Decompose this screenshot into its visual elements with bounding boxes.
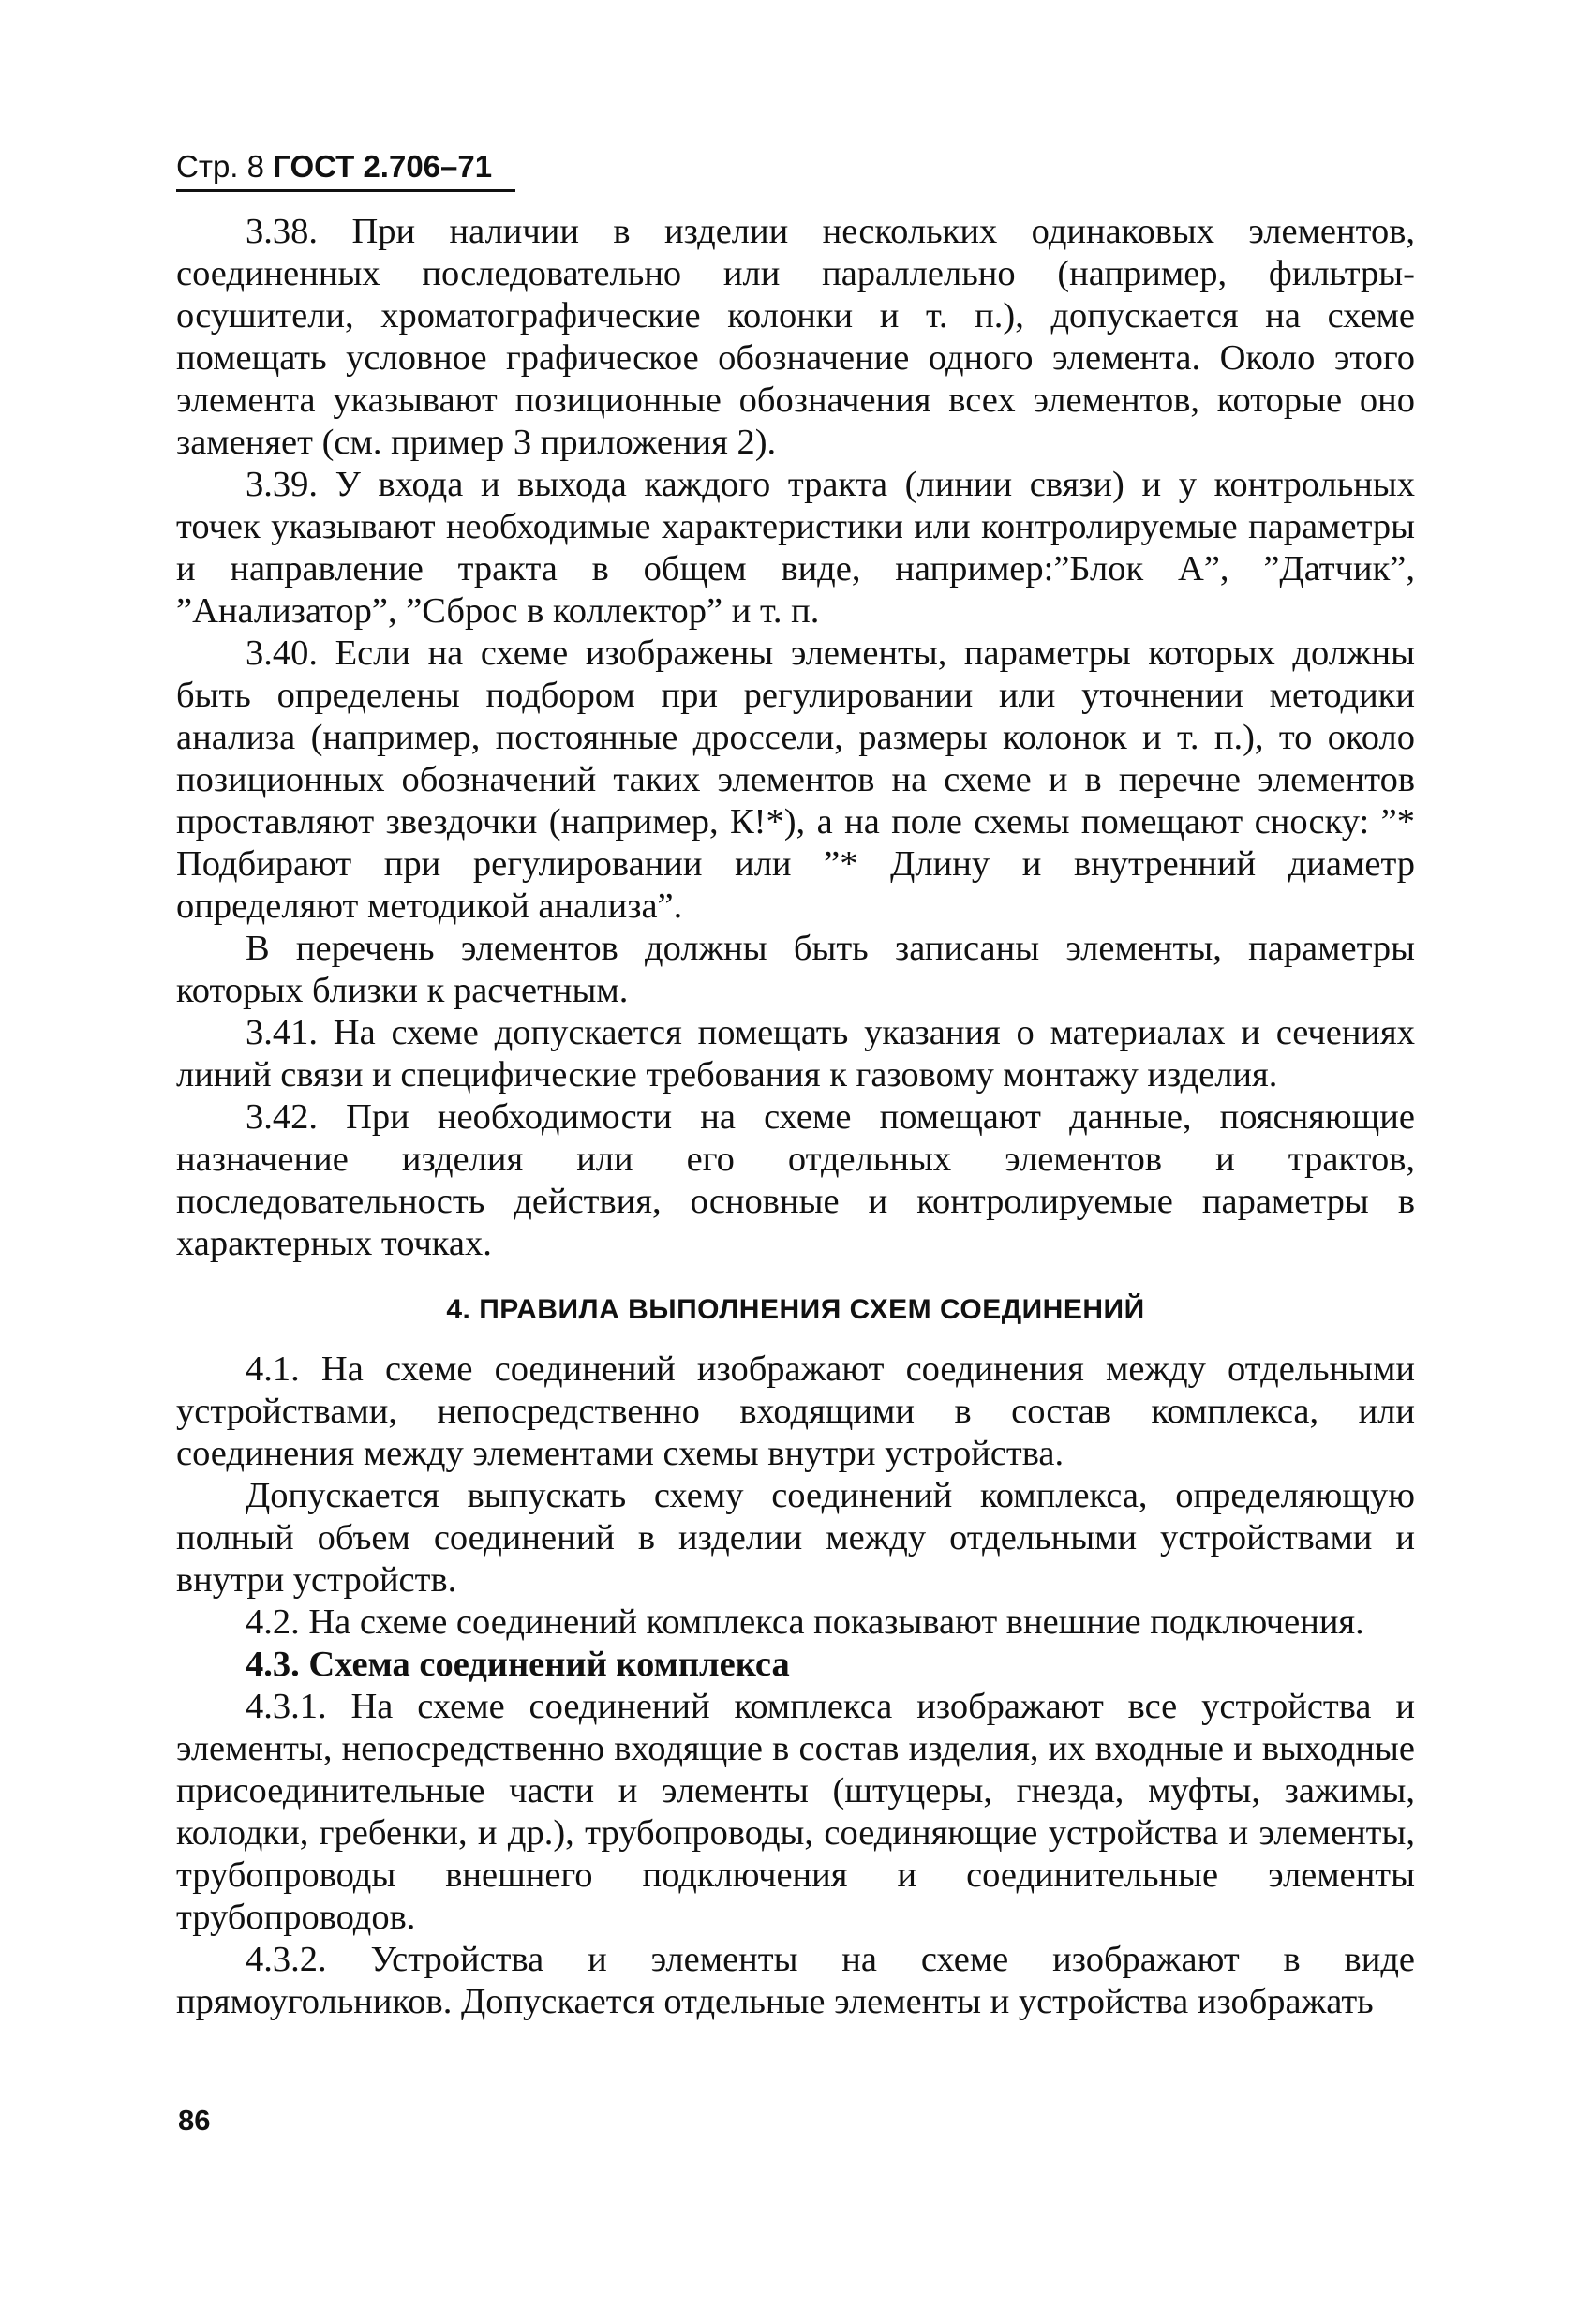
running-header	[176, 148, 492, 186]
subsection-4-3-heading: 4.3. Схема соединений комплекса	[246, 1645, 790, 1684]
paragraph-3-39: 3.39. У входа и выхода каждого тракта (линии связи) и у контрольных точек указывают необходимые характеристики или контролируемые параметры и направление тракта в общем виде, например:”Блок А”, ”Датчик”, ”Анализатор”, ”Сброс в коллектор” и т. п.	[176, 465, 1415, 631]
paragraph-4-2: 4.2. На схеме соединений комплекса показывают внешние подключения.	[246, 1602, 1364, 1642]
page-label: Стр. 8	[176, 149, 264, 184]
document-body	[176, 211, 1415, 2023]
standard-designation: ГОСТ 2.706–71	[273, 149, 493, 184]
header-rule	[176, 189, 515, 192]
paragraph-4-1: 4.1. На схеме соединений изображают соединения между отдельными устройствами, непосредственно входящими в состав комплекса, или соединения между элементами схемы внутри устройства.	[176, 1349, 1415, 1473]
paragraph-3-40: 3.40. Если на схеме изображены элементы, параметры которых должны быть определены подбором при регулировании или уточнении методики анализа (например, постоянные дроссели, размеры колонок и т. п.), то около позиционных обозначений таких элементов на схеме и в перечне элементов проставляют звездочки (например, К!*), а на поле схемы помещают сноску: ”* Подбирают при регулировании или ”* Длину и внутренний диаметр определяют методикой анализа”.	[176, 633, 1415, 926]
section-4-heading: 4. ПРАВИЛА ВЫПОЛНЕНИЯ СХЕМ СОЕДИНЕНИЙ	[446, 1294, 1145, 1325]
paragraph-3-41: 3.41. На схеме допускается помещать указания о материалах и сечениях линий связи и специфические требования к газовому монтажу изделия.	[176, 1013, 1415, 1095]
paragraph-4-3-2: 4.3.2. Устройства и элементы на схеме изображают в виде прямоугольников. Допускается отдельные элементы и устройства изображать	[176, 1940, 1415, 2021]
paragraph-4-3-1: 4.3.1. На схеме соединений комплекса изображают все устройства и элементы, непосредственно входящие в состав изделия, их входные и выходные присоединительные части и элементы (штуцеры, гнезда, муфты, зажимы, колодки, гребенки, и др.), трубопроводы, соединяющие устройства и элементы, трубопроводы внешнего подключения и соединительные элементы трубопроводов.	[176, 1687, 1415, 1937]
paragraph-4-1-note: Допускается выпускать схему соединений комплекса, определяющую полный объем соединений в изделии между отдельными устройствами и внутри устройств.	[176, 1476, 1415, 1600]
paragraph-3-40-note: В перечень элементов должны быть записаны элементы, параметры которых близки к расчетным.	[176, 929, 1415, 1010]
paragraph-3-42: 3.42. При необходимости на схеме помещают данные, поясняющие назначение изделия или его отдельных элементов и трактов, последовательность действия, основные и контролируемые параметры в характерных точках.	[176, 1097, 1415, 1263]
paragraph-3-38: 3.38. При наличии в изделии нескольких одинаковых элементов, соединенных последовательно или параллельно (например, фильтры-осушители, хроматографические колонки и т. п.), допускается на схеме помещать условное графическое обозначение одного элемента. Около этого элемента указывают позиционные обозначения всех элементов, которые оно заменяет (см. пример 3 приложения 2).	[176, 212, 1415, 462]
page-number: 86	[178, 2104, 211, 2137]
